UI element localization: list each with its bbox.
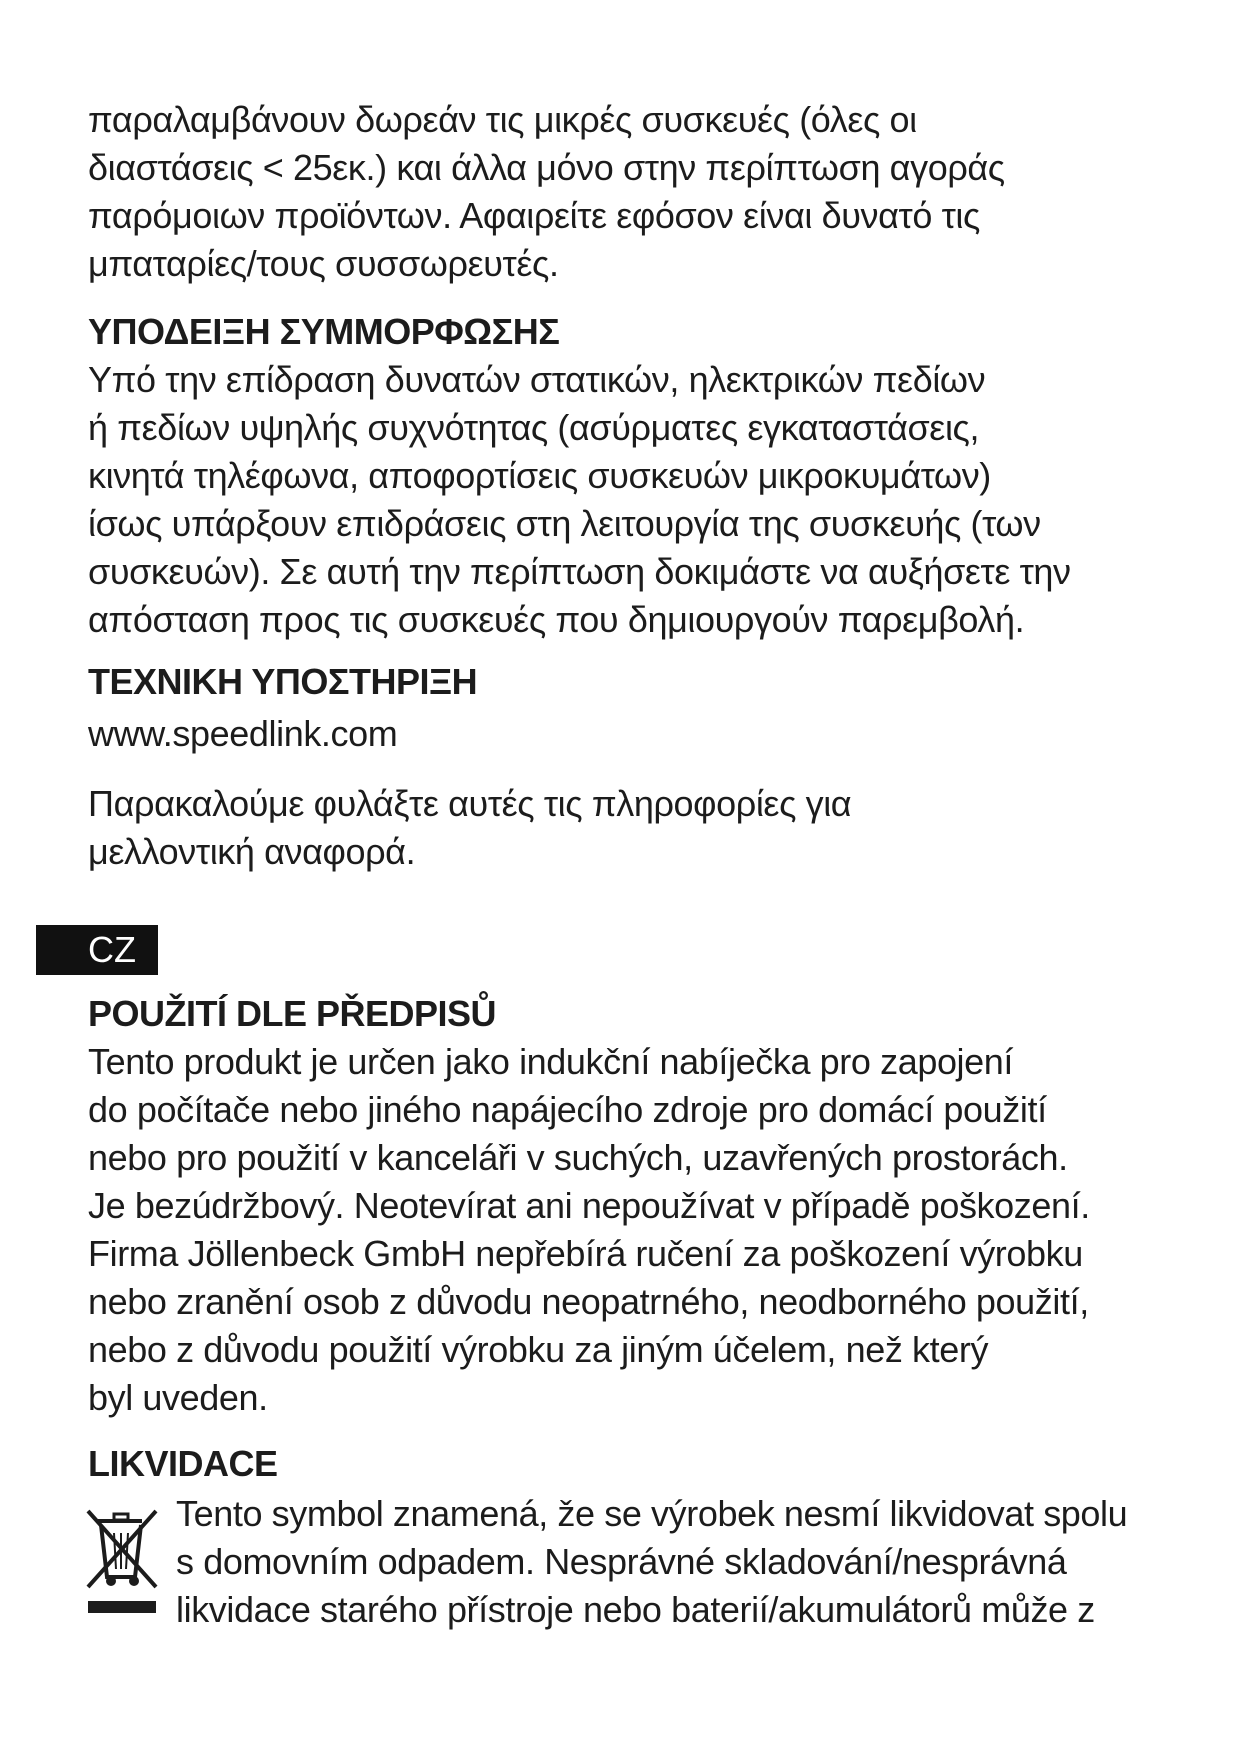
- support-url: www.speedlink.com: [88, 713, 398, 754]
- text-line: κινητά τηλέφωνα, αποφορτίσεις συσκευών μικροκυμάτων): [88, 455, 991, 496]
- text-line: Υπό την επίδραση δυνατών στατικών, ηλεκτρικών πεδίων: [88, 359, 986, 400]
- text-line: παρόμοιων προϊόντων. Αφαιρείτε εφόσον είναι δυνατό τις: [88, 195, 980, 236]
- text-line: μπαταρίες/τους συσσωρευτές.: [88, 243, 559, 284]
- gr-support-section: [88, 658, 1168, 758]
- text-line: nebo pro použití v kanceláři v suchých, uzavřených prostorách.: [88, 1137, 1068, 1178]
- section-heading: ΤΕΧΝΙΚΗ ΥΠΟΣΤΗΡΙΞΗ: [88, 661, 478, 702]
- text-line: byl uveden.: [88, 1377, 268, 1418]
- cz-usage-section: [88, 990, 1168, 1422]
- text-line: s domovním odpadem. Nesprávné skladování/nesprávná: [176, 1541, 1067, 1582]
- text-line: nebo z důvodu použití výrobku za jiným účelem, než který: [88, 1329, 989, 1370]
- cz-disposal-text: [176, 1490, 1176, 1634]
- text-line: Tento symbol znamená, že se výrobek nesmí likvidovat spolu: [176, 1493, 1128, 1534]
- crossed-out-wheelie-bin-icon: [84, 1507, 160, 1617]
- section-heading: LIKVIDACE: [88, 1443, 278, 1484]
- text-line: likvidace starého přístroje nebo baterií/akumulátorů může z: [176, 1589, 1095, 1630]
- language-tab-cz: CZ: [36, 925, 158, 975]
- text-line: ή πεδίων υψηλής συχνότητας (ασύρματες εγκαταστάσεις,: [88, 407, 980, 448]
- gr-disposal-continuation: [88, 96, 1168, 288]
- text-line: nebo zranění osob z důvodu neopatrného, neodborného použití,: [88, 1281, 1089, 1322]
- text-line: do počítače nebo jiného napájecího zdroje pro domácí použití: [88, 1089, 1047, 1130]
- text-line: Je bezúdržbový. Neotevírat ani nepoužívat v případě poškození.: [88, 1185, 1090, 1226]
- cz-disposal-heading: [88, 1440, 1168, 1488]
- text-line: Firma Jöllenbeck GmbH nepřebírá ručení za poškození výrobku: [88, 1233, 1083, 1274]
- text-line: διαστάσεις < 25εκ.) και άλλα μόνο στην περίπτωση αγοράς: [88, 147, 1005, 188]
- text-line: απόσταση προς τις συσκευές που δημιουργούν παρεμβολή.: [88, 599, 1025, 640]
- text-line: Tento produkt je určen jako indukční nabíječka pro zapojení: [88, 1041, 1014, 1082]
- gr-keep-info: [88, 780, 1168, 876]
- text-line: συσκευών). Σε αυτή την περίπτωση δοκιμάστε να αυξήσετε την: [88, 551, 1071, 592]
- text-line: Παρακαλούμε φυλάξτε αυτές τις πληροφορίες για: [88, 783, 852, 824]
- section-heading: POUŽITÍ DLE PŘEDPISŮ: [88, 993, 497, 1034]
- section-heading: ΥΠΟΔΕΙΞΗ ΣΥΜΜΟΡΦΩΣΗΣ: [88, 311, 560, 352]
- text-line: ίσως υπάρξουν επιδράσεις στη λειτουργία της συσκευής (των: [88, 503, 1041, 544]
- text-line: μελλοντική αναφορά.: [88, 831, 416, 872]
- gr-conformity-section: [88, 308, 1168, 644]
- text-line: παραλαμβάνουν δωρεάν τις μικρές συσκευές (όλες οι: [88, 99, 917, 140]
